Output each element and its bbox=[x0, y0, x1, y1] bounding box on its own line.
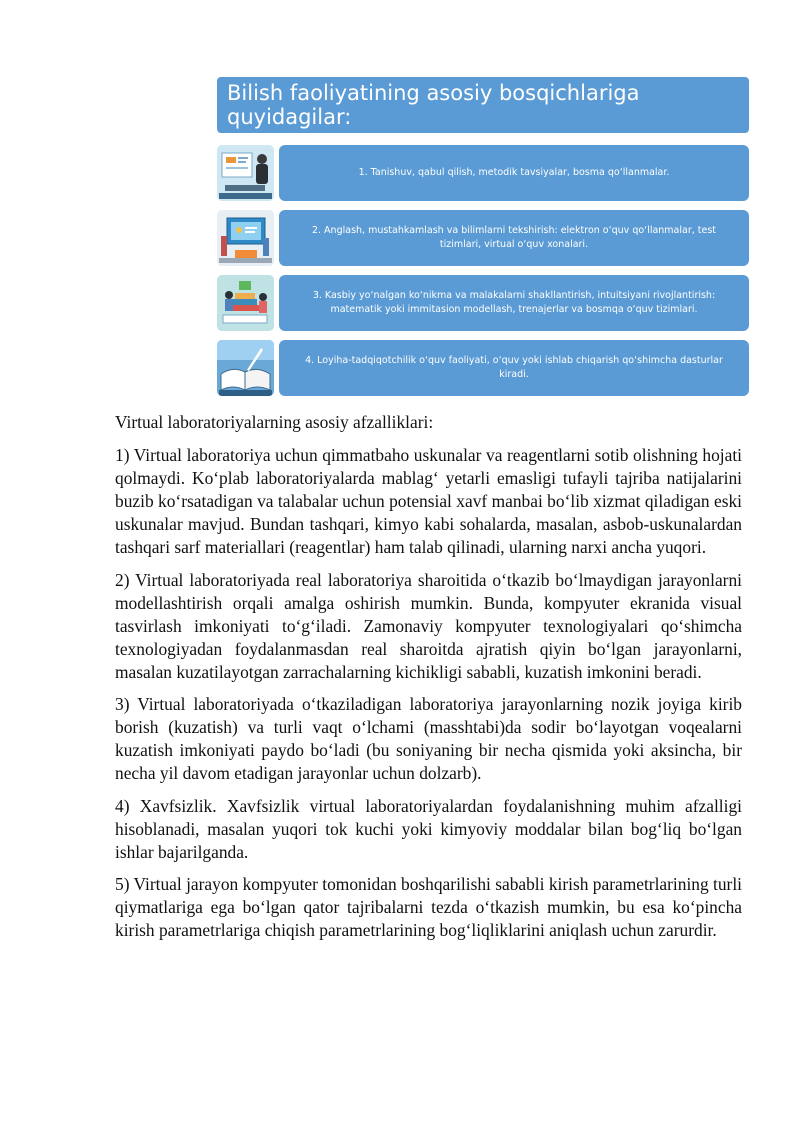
paragraph-1: 1) Virtual laboratoriya uchun qimmatbaho uskunalar va reagentlarni sotib olishning hojati qolmaydi. Ko‘plab laboratoriyalarda mablag‘ yetarli emasligi tufayli tajriba natijalarini buzib ko‘rsatadigan va talabalar uchun potensial xavf manbai bo‘lib xizmat qiladigan eski uskunalar mavjud. Bundan tashqari, kimyo kabi sohalarda, masalan, asbob-uskunalardan tashqari sarf materiallari (reagentlar) ham talab qilinadi, ularning narxi ancha yuqori. bbox=[115, 445, 742, 557]
stage-3 bbox=[217, 275, 749, 331]
stage-1-text: 1. Tanishuv, qabul qilish, metodik tavsiyalar, bosma qo‘llanmalar. bbox=[279, 145, 749, 201]
online-classroom-image bbox=[217, 210, 274, 266]
paragraph-2: 2) Virtual laboratoriyada real laboratoriya sharoitida o‘tkazib bo‘lmaydigan jarayonlarni modellashtirish orqali amalga oshirish mumkin. Bunda, kompyuter ekranida visual tasvirlash imkoniyati to‘g‘iladi. Zamonaviy kompyuter texnologiyalari qo‘shimcha texnologiyadan foydalanmasdan real sharoitda ajratish qiyin bo‘lgan jarayonlarni, masalan kuzatilayotgan zarrachalarning kichikligi sababli, kuzatish imkonini beradi. bbox=[115, 569, 742, 682]
teacher-at-board-image bbox=[217, 145, 274, 201]
document-body bbox=[115, 411, 742, 952]
paragraph-5: 5) Virtual jarayon kompyuter tomonidan boshqarilishi sababli kirish parametrlarining turli qiymatlariga ega bo‘lgan qator tajribalarni tezda o‘tkazish mumkin, bu esa ko‘pincha kirish parametrlariga chiqish parametrlarining bog‘liqliklarini aniqlash uchun zarurdir. bbox=[115, 874, 742, 940]
paragraph-3: 3) Virtual laboratoriyada o‘tkaziladigan laboratoriya jarayonlarning nozik joyiga kirib borish (kuzatish) va turli vaqt o‘lchami (masshtabi)da sodir bo‘layotgan voqealarni kuzatish imkoniyati paydo bo‘ladi (bu soniyaning bir necha qismida yoki aksincha, bir necha yil davom etadigan jarayonlar uchun dolzarb). bbox=[115, 694, 742, 783]
stage-4 bbox=[217, 340, 749, 396]
open-book-image bbox=[217, 340, 274, 396]
stages-infographic bbox=[217, 77, 749, 399]
stage-2-text: 2. Anglash, mustahkamlash va bilimlarni tekshirish: elektron o‘quv qo‘llanmalar, test tizimlari, virtual o‘quv xonalari. bbox=[279, 210, 749, 266]
advantages-heading: Virtual laboratoriyalarning asosiy afzalliklari: bbox=[115, 412, 434, 432]
stage-3-text: 3. Kasbiy yo‘nalgan ko‘nikma va malakalarni shakllantirish, intuitsiyani rivojlantirish: matematik yoki immitasion modellash, trenajerlar va bosmqa o‘quv tizimlari. bbox=[279, 275, 749, 331]
stage-4-text: 4. Loyiha-tadqiqotchilik o‘quv faoliyati, o‘quv yoki ishlab chiqarish qo‘shimcha dasturlar kiradi. bbox=[279, 340, 749, 396]
stage-2 bbox=[217, 210, 749, 266]
infographic-title: Bilish faoliyatining asosiy bosqichlariga quyidagilar: bbox=[217, 77, 749, 133]
stage-1 bbox=[217, 145, 749, 201]
books-and-learners-image bbox=[217, 275, 274, 331]
paragraph-4: 4) Xavfsizlik. Xavfsizlik virtual laboratoriyalardan foydalanishning muhim afzalligi hisoblanadi, masalan yuqori tok kuchi yoki kimyoviy moddalar bilan bog‘liq bo‘lgan ishlar bajarilganda. bbox=[115, 795, 742, 862]
